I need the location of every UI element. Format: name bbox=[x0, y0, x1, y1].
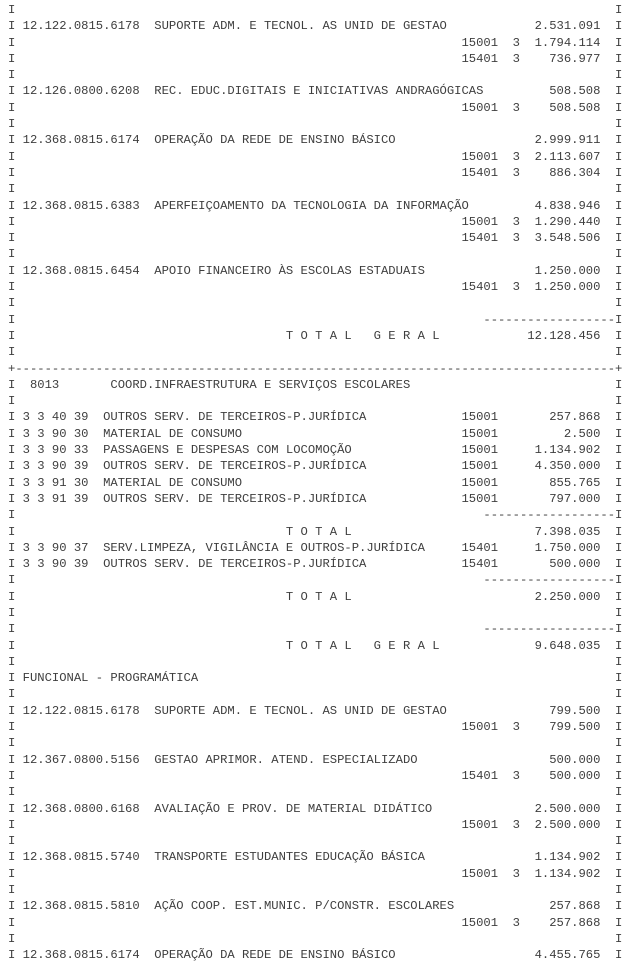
report-line-blank: I I bbox=[8, 883, 623, 898]
report-line-total: I T O T A L 2.250.000 I bbox=[8, 589, 623, 604]
report-line-blank: I I bbox=[8, 736, 623, 751]
report-line-blank: I I bbox=[8, 687, 623, 702]
report-line-program: I 12.368.0800.6168 AVALIAÇÃO E PROV. DE MATERIAL DIDÁTICO 2.500.000 I bbox=[8, 801, 623, 816]
report-line-total: I T O T A L G E R A L 9.648.035 I bbox=[8, 638, 623, 653]
report-line-program: I 12.368.0815.6454 APOIO FINANCEIRO ÀS ESCOLAS ESTADUAIS 1.250.000 I bbox=[8, 263, 623, 278]
report-line-program: I 12.368.0815.5740 TRANSPORTE ESTUDANTES EDUCAÇÃO BÁSICA 1.134.902 I bbox=[8, 850, 623, 865]
report-line-expense: I 3 3 90 39 OUTROS SERV. DE TERCEIROS-P.JURÍDICA 15001 4.350.000 I bbox=[8, 459, 623, 474]
report-line-unit: I 8013 COORD.INFRAESTRUTURA E SERVIÇOS ESCOLARES I bbox=[8, 377, 623, 392]
report-line-blank: I I bbox=[8, 931, 623, 946]
report-line-source: I 15401 3 886.304 I bbox=[8, 165, 623, 180]
report-line-blank: I I bbox=[8, 345, 623, 360]
report-line-program: I 12.368.0815.6174 OPERAÇÃO DA REDE DE ENSINO BÁSICO 4.455.765 I bbox=[8, 948, 623, 963]
report-line-source: I 15401 3 500.000 I bbox=[8, 768, 623, 783]
report-line-expense: I 3 3 40 39 OUTROS SERV. DE TERCEIROS-P.JURÍDICA 15001 257.868 I bbox=[8, 410, 623, 425]
report-line-dashes: I ------------------I bbox=[8, 573, 623, 588]
report-line-source: I 15001 3 1.794.114 I bbox=[8, 35, 623, 50]
report-line-source: I 15401 3 3.548.506 I bbox=[8, 231, 623, 246]
report-line-program: I 12.368.0815.5810 AÇÃO COOP. EST.MUNIC. P/CONSTR. ESCOLARES 257.868 I bbox=[8, 899, 623, 914]
report-line-program: I 12.126.0800.6208 REC. EDUC.DIGITAIS E INICIATIVAS ANDRAGÓGICAS 508.508 I bbox=[8, 84, 623, 99]
report-line-dashes: I ------------------I bbox=[8, 508, 623, 523]
report-line-source: I 15401 3 1.250.000 I bbox=[8, 280, 623, 295]
report-line-expense: I 3 3 90 33 PASSAGENS E DESPESAS COM LOCOMOÇÃO 15001 1.134.902 I bbox=[8, 443, 623, 458]
report-line-blank: I I bbox=[8, 182, 623, 197]
report-line-blank: I I bbox=[8, 68, 623, 83]
report-line-blank: I I bbox=[8, 296, 623, 311]
report-line-blank: I I bbox=[8, 834, 623, 849]
report-line-blank: I I bbox=[8, 117, 623, 132]
report-line-blank: I I bbox=[8, 3, 623, 17]
report-line-label: I FUNCIONAL - PROGRAMÁTICA I bbox=[8, 671, 623, 686]
report-line-program: I 12.367.0800.5156 GESTAO APRIMOR. ATEND. ESPECIALIZADO 500.000 I bbox=[8, 752, 623, 767]
report-line-dashes: I ------------------I bbox=[8, 312, 623, 327]
report-line-separator: +----------------------------------------------------------------------------------+ bbox=[8, 361, 623, 376]
report-line-source: I 15001 3 508.508 I bbox=[8, 100, 623, 115]
report-line-source: I 15001 3 2.500.000 I bbox=[8, 817, 623, 832]
report-line-program: I 12.122.0815.6178 SUPORTE ADM. E TECNOL. AS UNID DE GESTAO 799.500 I bbox=[8, 703, 623, 718]
report-line-expense: I 3 3 91 39 OUTROS SERV. DE TERCEIROS-P.JURÍDICA 15001 797.000 I bbox=[8, 491, 623, 506]
report-line-source: I 15001 3 2.113.607 I bbox=[8, 149, 623, 164]
report-line-blank: I I bbox=[8, 785, 623, 800]
report-line-source: I 15001 3 1.290.440 I bbox=[8, 214, 623, 229]
report-line-expense: I 3 3 90 39 OUTROS SERV. DE TERCEIROS-P.JURÍDICA 15401 500.000 I bbox=[8, 557, 623, 572]
report-line-total: I T O T A L G E R A L 12.128.456 I bbox=[8, 328, 623, 343]
report-line-expense: I 3 3 90 30 MATERIAL DE CONSUMO 15001 2.500 I bbox=[8, 426, 623, 441]
report-line-program: I 12.122.0815.6178 SUPORTE ADM. E TECNOL. AS UNID DE GESTAO 2.531.091 I bbox=[8, 19, 623, 34]
report-line-expense: I 3 3 91 30 MATERIAL DE CONSUMO 15001 855.765 I bbox=[8, 475, 623, 490]
report-line-program: I 12.368.0815.6174 OPERAÇÃO DA REDE DE ENSINO BÁSICO 2.999.911 I bbox=[8, 133, 623, 148]
report-line-total: I T O T A L 7.398.035 I bbox=[8, 524, 623, 539]
report-line-blank: I I bbox=[8, 394, 623, 409]
report-line-source: I 15001 3 799.500 I bbox=[8, 720, 623, 735]
report-line-program: I 12.368.0815.6383 APERFEIÇOAMENTO DA TECNOLOGIA DA INFORMAÇÃO 4.838.946 I bbox=[8, 198, 623, 213]
report-line-blank: I I bbox=[8, 605, 623, 620]
report-line-source: I 15001 3 1.134.902 I bbox=[8, 866, 623, 881]
report-line-blank: I I bbox=[8, 247, 623, 262]
report-line-source: I 15401 3 736.977 I bbox=[8, 51, 623, 66]
report-line-expense: I 3 3 90 37 SERV.LIMPEZA, VIGILÂNCIA E OUTROS-P.JURÍDICA 15401 1.750.000 I bbox=[8, 540, 623, 555]
report-line-dashes: I ------------------I bbox=[8, 622, 623, 637]
report-line-source: I 15001 3 257.868 I bbox=[8, 915, 623, 930]
report-line-blank: I I bbox=[8, 654, 623, 669]
